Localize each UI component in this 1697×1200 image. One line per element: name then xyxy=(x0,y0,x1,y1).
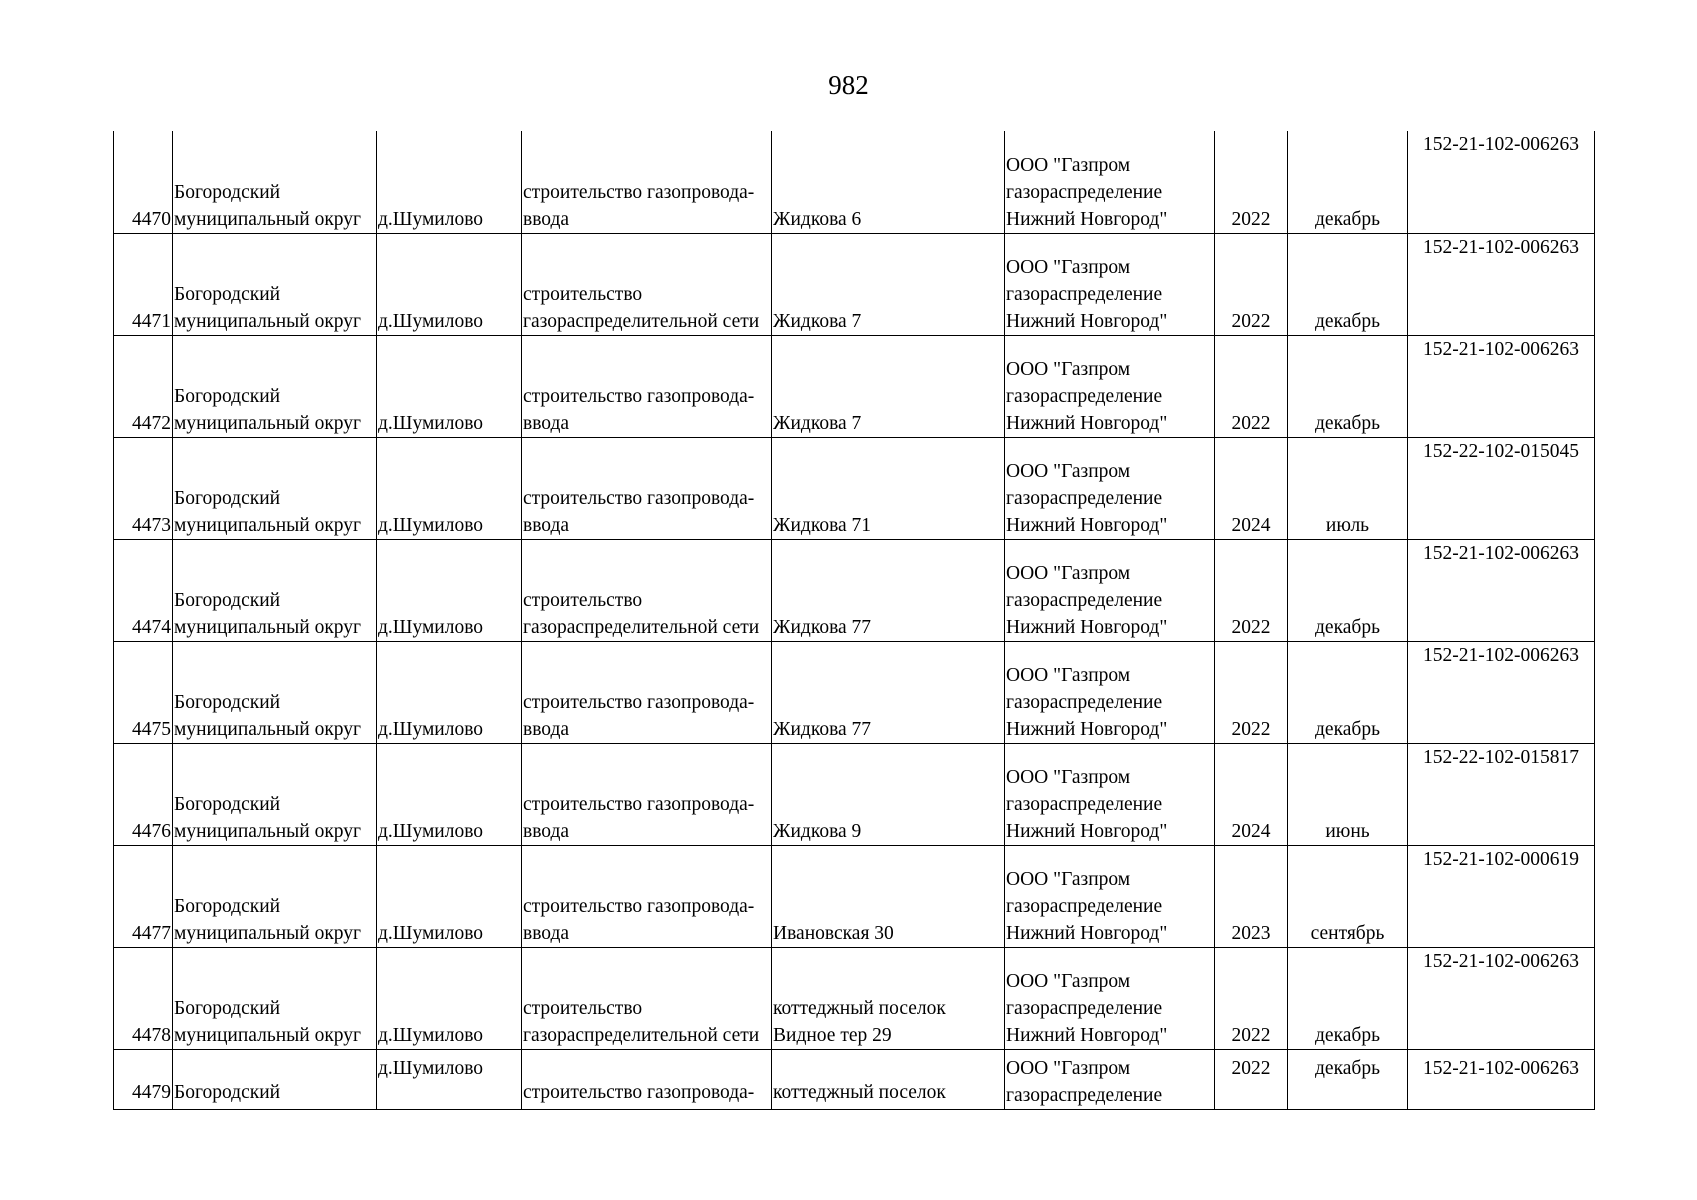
organization-cell-line: Нижний Новгород" xyxy=(1006,310,1168,332)
code-cell: 152-21-102-006263 xyxy=(1408,335,1595,437)
address-cell-line: коттеджный поселок xyxy=(773,997,946,1019)
year-cell: 2024 xyxy=(1215,743,1288,845)
organization-cell-line: ООО "Газпром xyxy=(1006,970,1131,992)
address-cell-line: Ивановская 30 xyxy=(773,922,894,944)
work-type-cell xyxy=(522,233,772,335)
work-type-cell-line: ввода xyxy=(523,514,570,536)
organization-cell-line: газораспределение xyxy=(1006,691,1163,713)
work-type-cell xyxy=(522,845,772,947)
work-type-cell xyxy=(522,539,772,641)
address-cell-line: Жидкова 77 xyxy=(773,718,872,740)
settlement-cell: д.Шумилово xyxy=(377,335,522,437)
code-cell: 152-21-102-006263 xyxy=(1408,539,1595,641)
organization-cell-line: газораспределение xyxy=(1006,181,1163,203)
month-cell: декабрь xyxy=(1288,539,1408,641)
organization-cell-line: газораспределение xyxy=(1006,793,1163,815)
address-cell-line: Жидкова 7 xyxy=(773,412,862,434)
organization-cell-line: ООО "Газпром xyxy=(1006,460,1131,482)
work-type-cell xyxy=(522,437,772,539)
work-type-cell xyxy=(522,743,772,845)
organization-cell-line: ООО "Газпром xyxy=(1006,766,1131,788)
year-cell: 2024 xyxy=(1215,437,1288,539)
organization-cell xyxy=(1005,335,1215,437)
work-type-cell xyxy=(522,1049,772,1109)
code-cell: 152-21-102-006263 xyxy=(1408,131,1595,233)
organization-cell-line: Нижний Новгород" xyxy=(1006,1024,1168,1046)
district-cell-line: Богородский xyxy=(174,997,281,1019)
work-type-cell-line: строительство xyxy=(523,589,643,611)
month-cell: июнь xyxy=(1288,743,1408,845)
organization-cell-line: газораспределение xyxy=(1006,589,1163,611)
organization-cell-line: Нижний Новгород" xyxy=(1006,922,1168,944)
district-cell xyxy=(173,131,377,233)
organization-cell xyxy=(1005,437,1215,539)
district-cell-line: муниципальный округ xyxy=(174,208,362,230)
organization-cell-line: Нижний Новгород" xyxy=(1006,820,1168,842)
address-cell xyxy=(772,1049,1005,1109)
district-cell xyxy=(173,335,377,437)
month-cell: июль xyxy=(1288,437,1408,539)
table-row xyxy=(114,743,1595,845)
row-number: 4477 xyxy=(114,845,173,947)
organization-cell-line: газораспределение xyxy=(1006,487,1163,509)
organization-cell xyxy=(1005,641,1215,743)
code-cell: 152-21-102-006263 xyxy=(1408,641,1595,743)
month-cell: декабрь xyxy=(1288,641,1408,743)
settlement-cell: д.Шумилово xyxy=(377,131,522,233)
year-cell: 2022 xyxy=(1215,335,1288,437)
district-cell-line: муниципальный округ xyxy=(174,310,362,332)
work-type-cell xyxy=(522,131,772,233)
district-cell-line: муниципальный округ xyxy=(174,820,362,842)
table-row xyxy=(114,947,1595,1049)
address-cell-line: коттеджный поселок xyxy=(773,1081,946,1103)
organization-cell-line: ООО "Газпром xyxy=(1006,664,1131,686)
organization-cell-line: газораспределение xyxy=(1006,997,1163,1019)
address-cell xyxy=(772,233,1005,335)
work-type-cell-line: строительство газопровода- xyxy=(523,487,755,509)
district-cell xyxy=(173,947,377,1049)
work-type-cell-line: строительство газопровода- xyxy=(523,385,755,407)
table-row xyxy=(114,131,1595,233)
year-cell: 2023 xyxy=(1215,845,1288,947)
work-type-cell xyxy=(522,641,772,743)
year-cell: 2022 xyxy=(1215,947,1288,1049)
address-cell xyxy=(772,437,1005,539)
organization-cell xyxy=(1005,947,1215,1049)
district-cell-line: муниципальный округ xyxy=(174,514,362,536)
address-cell-line: Жидкова 77 xyxy=(773,616,872,638)
row-number: 4474 xyxy=(114,539,173,641)
organization-cell-line: газораспределение xyxy=(1006,895,1163,917)
year-cell: 2022 xyxy=(1215,641,1288,743)
organization-cell-line: Нижний Новгород" xyxy=(1006,718,1168,740)
table-row xyxy=(114,335,1595,437)
address-cell-line: Жидкова 6 xyxy=(773,208,862,230)
address-cell-line: Видное тер 29 xyxy=(773,1024,892,1046)
organization-cell-line: Нижний Новгород" xyxy=(1006,616,1168,638)
settlement-cell: д.Шумилово xyxy=(377,437,522,539)
table-row xyxy=(114,641,1595,743)
district-cell-line: муниципальный округ xyxy=(174,616,362,638)
organization-cell xyxy=(1005,743,1215,845)
organization-cell-line: газораспределение xyxy=(1006,385,1163,407)
month-cell: сентябрь xyxy=(1288,845,1408,947)
settlement-cell: д.Шумилово xyxy=(377,845,522,947)
district-cell-line: Богородский xyxy=(174,1081,281,1103)
row-number: 4471 xyxy=(114,233,173,335)
organization-cell-line: ООО "Газпром xyxy=(1006,154,1131,176)
organization-cell-line: Нижний Новгород" xyxy=(1006,208,1168,230)
work-type-cell-line: ввода xyxy=(523,208,570,230)
row-number: 4473 xyxy=(114,437,173,539)
district-cell xyxy=(173,437,377,539)
organization-cell-line: газораспределение xyxy=(1006,1084,1163,1106)
work-type-cell-line: строительство газопровода- xyxy=(523,895,755,917)
row-number: 4476 xyxy=(114,743,173,845)
address-cell xyxy=(772,845,1005,947)
work-type-cell-line: газораспределительной сети xyxy=(523,1024,760,1046)
district-cell-line: Богородский xyxy=(174,487,281,509)
row-number: 4478 xyxy=(114,947,173,1049)
year-cell: 2022 xyxy=(1215,1049,1288,1109)
address-cell-line: Жидкова 7 xyxy=(773,310,862,332)
district-cell-line: Богородский xyxy=(174,691,281,713)
code-cell: 152-21-102-006263 xyxy=(1408,947,1595,1049)
district-cell xyxy=(173,1049,377,1109)
settlement-cell: д.Шумилово xyxy=(377,539,522,641)
address-cell xyxy=(772,641,1005,743)
address-cell xyxy=(772,539,1005,641)
organization-cell xyxy=(1005,539,1215,641)
year-cell: 2022 xyxy=(1215,233,1288,335)
work-type-cell-line: строительство xyxy=(523,283,643,305)
work-type-cell-line: строительство xyxy=(523,997,643,1019)
organization-cell-line: ООО "Газпром xyxy=(1006,358,1131,380)
table-row xyxy=(114,437,1595,539)
district-cell-line: Богородский xyxy=(174,895,281,917)
address-cell-line: Жидкова 9 xyxy=(773,820,862,842)
address-cell xyxy=(772,947,1005,1049)
table-row xyxy=(114,233,1595,335)
settlement-cell: д.Шумилово xyxy=(377,743,522,845)
address-cell-line: Жидкова 71 xyxy=(773,514,872,536)
settlement-cell: д.Шумилово xyxy=(377,1049,522,1109)
organization-cell xyxy=(1005,233,1215,335)
district-cell-line: муниципальный округ xyxy=(174,412,362,434)
settlement-cell: д.Шумилово xyxy=(377,641,522,743)
district-cell-line: Богородский xyxy=(174,385,281,407)
work-type-cell-line: ввода xyxy=(523,922,570,944)
work-type-cell-line: ввода xyxy=(523,820,570,842)
address-cell xyxy=(772,743,1005,845)
organization-cell xyxy=(1005,1049,1215,1109)
page-number: 982 xyxy=(828,70,869,100)
organization-cell xyxy=(1005,845,1215,947)
address-cell xyxy=(772,131,1005,233)
organization-cell-line: газораспределение xyxy=(1006,283,1163,305)
code-cell: 152-21-102-006263 xyxy=(1408,233,1595,335)
year-cell: 2022 xyxy=(1215,131,1288,233)
organization-cell-line: Нижний Новгород" xyxy=(1006,514,1168,536)
organization-cell-line: Нижний Новгород" xyxy=(1006,412,1168,434)
code-cell: 152-21-102-006263 xyxy=(1408,1049,1595,1109)
objects-table xyxy=(113,131,1595,1110)
row-number: 4475 xyxy=(114,641,173,743)
work-type-cell-line: строительство газопровода- xyxy=(523,181,755,203)
organization-cell-line: ООО "Газпром xyxy=(1006,868,1131,890)
district-cell-line: Богородский xyxy=(174,589,281,611)
organization-cell xyxy=(1005,131,1215,233)
address-cell xyxy=(772,335,1005,437)
table-row xyxy=(114,1049,1595,1109)
work-type-cell-line: строительство газопровода- xyxy=(523,691,755,713)
month-cell: декабрь xyxy=(1288,131,1408,233)
district-cell-line: Богородский xyxy=(174,283,281,305)
code-cell: 152-22-102-015817 xyxy=(1408,743,1595,845)
settlement-cell: д.Шумилово xyxy=(377,233,522,335)
year-cell: 2022 xyxy=(1215,539,1288,641)
organization-cell-line: ООО "Газпром xyxy=(1006,1057,1131,1079)
work-type-cell-line: ввода xyxy=(523,718,570,740)
table-row xyxy=(114,539,1595,641)
district-cell-line: муниципальный округ xyxy=(174,922,362,944)
organization-cell-line: ООО "Газпром xyxy=(1006,256,1131,278)
month-cell: декабрь xyxy=(1288,335,1408,437)
table-row xyxy=(114,845,1595,947)
work-type-cell-line: строительство газопровода- xyxy=(523,793,755,815)
district-cell-line: муниципальный округ xyxy=(174,718,362,740)
district-cell-line: Богородский xyxy=(174,793,281,815)
settlement-cell: д.Шумилово xyxy=(377,947,522,1049)
district-cell xyxy=(173,845,377,947)
work-type-cell xyxy=(522,947,772,1049)
organization-cell-line: ООО "Газпром xyxy=(1006,562,1131,584)
work-type-cell-line: газораспределительной сети xyxy=(523,310,760,332)
work-type-cell xyxy=(522,335,772,437)
district-cell-line: Богородский xyxy=(174,181,281,203)
month-cell: декабрь xyxy=(1288,947,1408,1049)
district-cell xyxy=(173,641,377,743)
district-cell xyxy=(173,539,377,641)
district-cell xyxy=(173,743,377,845)
row-number: 4470 xyxy=(114,131,173,233)
work-type-cell-line: газораспределительной сети xyxy=(523,616,760,638)
month-cell: декабрь xyxy=(1288,233,1408,335)
row-number: 4472 xyxy=(114,335,173,437)
district-cell xyxy=(173,233,377,335)
row-number: 4479 xyxy=(114,1049,173,1109)
month-cell: декабрь xyxy=(1288,1049,1408,1109)
work-type-cell-line: строительство газопровода- xyxy=(523,1081,755,1103)
district-cell-line: муниципальный округ xyxy=(174,1024,362,1046)
code-cell: 152-22-102-015045 xyxy=(1408,437,1595,539)
code-cell: 152-21-102-000619 xyxy=(1408,845,1595,947)
work-type-cell-line: ввода xyxy=(523,412,570,434)
